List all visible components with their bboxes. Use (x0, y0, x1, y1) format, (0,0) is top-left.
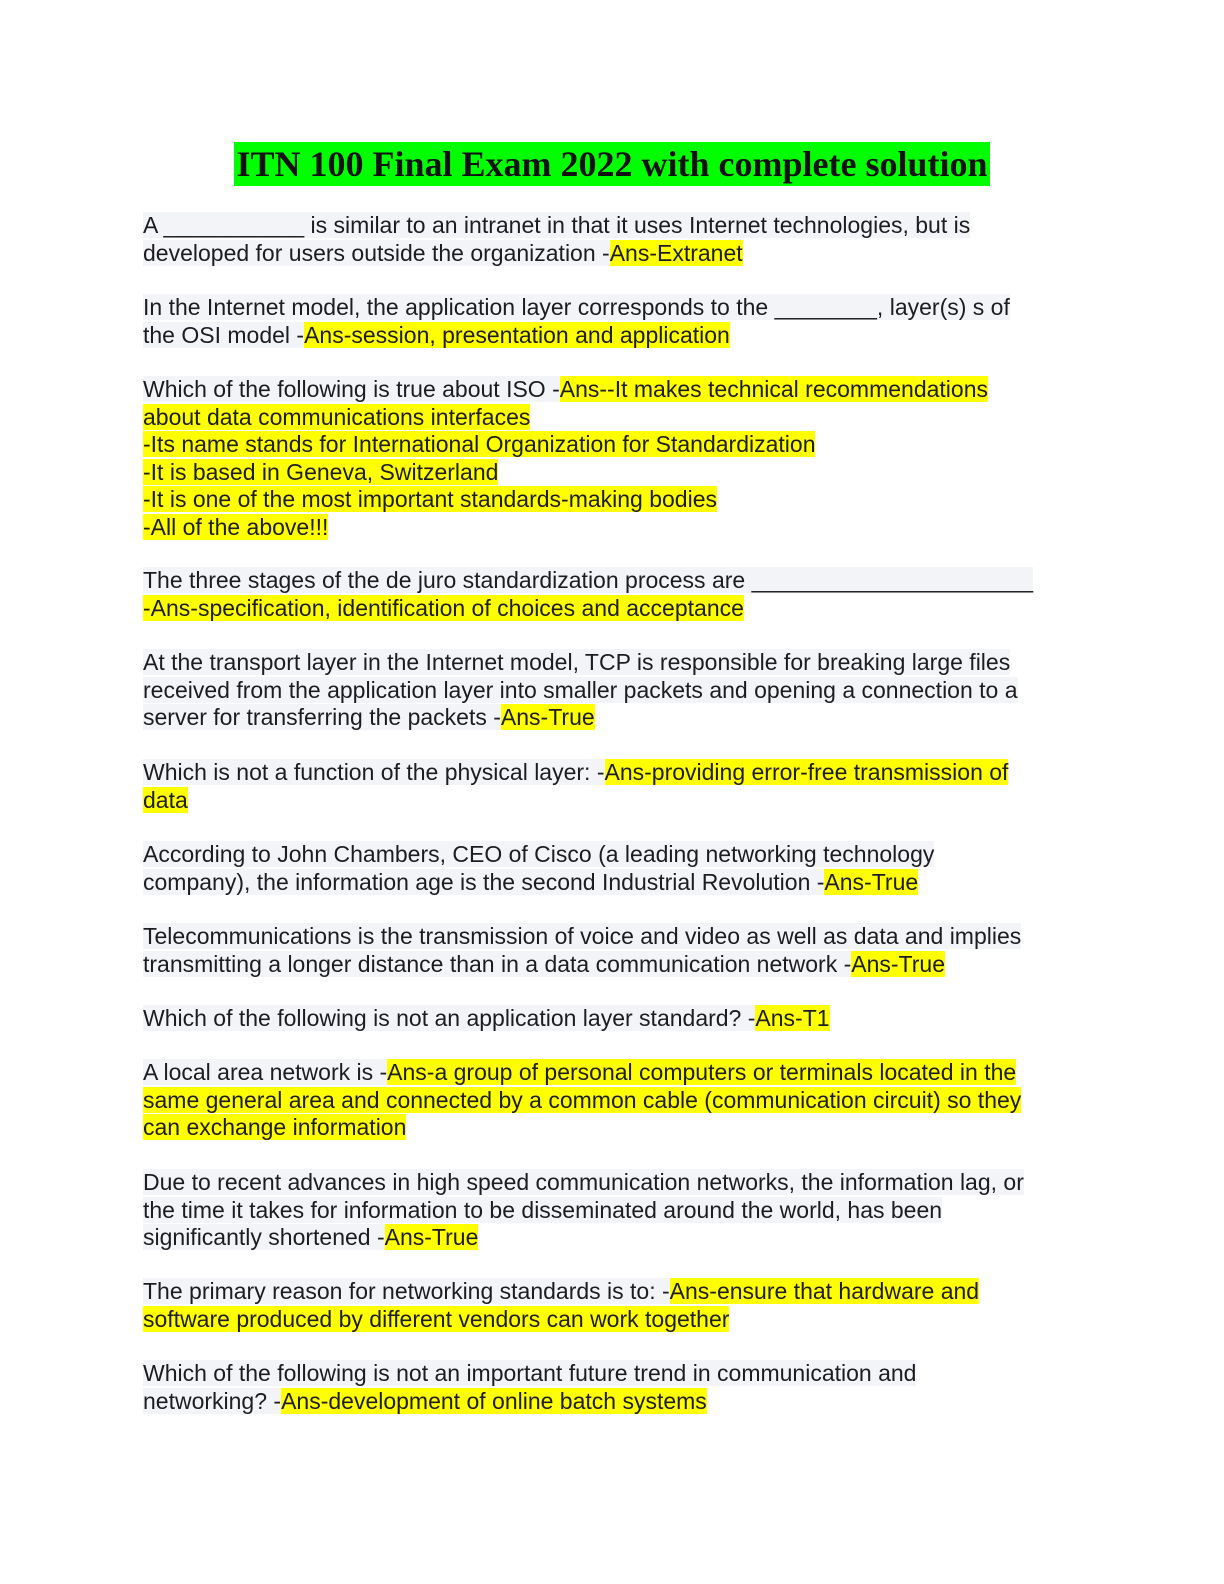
answer-text: software produced by different vendors can work together (143, 1305, 730, 1332)
qa-line (143, 704, 1073, 732)
question-text: Which is not a function of the physical layer: - (143, 759, 605, 785)
answer-text: Ans-T1 (755, 1005, 830, 1031)
qa-line (143, 294, 1073, 322)
answer-text: Ans-True (824, 868, 919, 895)
qa-item (143, 1005, 1073, 1033)
question-text: company), the information age is the second Industrial Revolution - (143, 868, 825, 895)
qa-item (143, 1360, 1073, 1415)
question-text: Which of the following is not an application layer standard? - (143, 1005, 756, 1031)
answer-text: Ans-Extranet (609, 239, 743, 266)
qa-item (143, 1059, 1073, 1142)
qa-line (143, 841, 1073, 869)
qa-line (143, 787, 1073, 815)
question-text: server for transferring the packets - (143, 704, 501, 730)
qa-line (143, 486, 1073, 514)
qa-line (143, 1114, 1073, 1142)
question-text: transmitting a longer distance than in a data communication network - (143, 950, 852, 977)
qa-line (143, 240, 1073, 268)
qa-line (143, 322, 1073, 350)
qa-line (143, 595, 1073, 623)
qa-line (143, 869, 1073, 897)
answer-text: data (143, 786, 188, 813)
qa-line (143, 376, 1073, 404)
qa-line (143, 1197, 1073, 1225)
qa-item (143, 649, 1073, 732)
question-text: The three stages of the de juro standardization process are ______________________ (143, 567, 1033, 593)
qa-item (143, 1278, 1073, 1333)
question-text: The primary reason for networking standards is to: - (143, 1278, 670, 1304)
question-text: received from the application layer into smaller packets and opening a connection to a (143, 676, 1018, 703)
answer-text: -Its name stands for International Organization for Standardization (143, 431, 816, 457)
question-text: the time it takes for information to be disseminated around the world, has been (143, 1196, 943, 1223)
qa-item (143, 567, 1073, 622)
qa-line (143, 1360, 1073, 1388)
qa-item (143, 923, 1073, 978)
qa-item (143, 759, 1073, 814)
question-text: A local area network is - (143, 1059, 388, 1085)
qa-line (143, 1059, 1073, 1087)
qa-line (143, 514, 1073, 542)
qa-line (143, 404, 1073, 432)
answer-text: Ans-development of online batch systems (281, 1387, 707, 1414)
answer-text: -It is one of the most important standards-making bodies (143, 486, 718, 512)
qa-line (143, 1224, 1073, 1252)
answer-text: Ans-True (851, 950, 945, 977)
qa-line (143, 1306, 1073, 1334)
qa-line (143, 951, 1073, 979)
answer-text: Ans-True (500, 704, 595, 730)
qa-line (143, 1278, 1073, 1306)
qa-item (143, 212, 1073, 267)
answer-text: Ans-a group of personal computers or terminals located in the (387, 1059, 1017, 1085)
qa-line (143, 459, 1073, 487)
qa-item (143, 294, 1073, 349)
answer-text: Ans--It makes technical recommendations (559, 376, 988, 402)
question-text: Due to recent advances in high speed communication networks, the information lag, or (143, 1169, 1024, 1195)
qa-item (143, 841, 1073, 896)
question-text: Which of the following is not an important future trend in communication and (143, 1360, 917, 1386)
qa-item (143, 376, 1073, 541)
qa-line (143, 1005, 1073, 1033)
question-text: According to John Chambers, CEO of Cisco (a leading networking technology (143, 841, 935, 867)
qa-line (143, 649, 1073, 677)
qa-line (143, 212, 1073, 240)
answer-text: Ans-providing error-free transmission of (604, 759, 1009, 785)
qa-line (143, 759, 1073, 787)
answer-text: about data communications interfaces (143, 403, 531, 430)
question-text: In the Internet model, the application layer corresponds to the ________, layer(s) s of (143, 294, 1010, 320)
document-title: ITN 100 Final Exam 2022 with complete solution (236, 144, 988, 184)
answer-text: Ans-True (384, 1224, 479, 1250)
qa-line (143, 431, 1073, 459)
answer-text: -It is based in Geneva, Switzerland (143, 458, 499, 485)
question-text: At the transport layer in the Internet model, TCP is responsible for breaking large files (143, 649, 1011, 675)
qa-line (143, 1388, 1073, 1416)
answer-text: can exchange information (143, 1114, 407, 1140)
answer-text: Ans-session, presentation and application (304, 321, 730, 348)
qa-line (143, 567, 1073, 595)
question-text: networking? - (143, 1387, 282, 1414)
question-text: the OSI model - (143, 321, 305, 348)
answer-text: -Ans-specification, identification of choices and acceptance (143, 594, 744, 621)
question-text: Telecommunications is the transmission of voice and video as well as data and implies (143, 923, 1022, 949)
qa-line (143, 923, 1073, 951)
answer-text: -All of the above!!! (143, 513, 329, 540)
question-text: developed for users outside the organization - (143, 239, 610, 266)
question-text: Which of the following is true about ISO - (143, 376, 560, 402)
question-text: significantly shortened - (143, 1224, 385, 1250)
answer-text: same general area and connected by a common cable (communication circuit) so they (143, 1086, 1022, 1113)
title-container (0, 142, 1224, 186)
qa-line (143, 677, 1073, 705)
qa-line (143, 1169, 1073, 1197)
answer-text: Ans-ensure that hardware and (669, 1278, 980, 1304)
qa-item (143, 1169, 1073, 1252)
qa-line (143, 1087, 1073, 1115)
question-text: A ___________ is similar to an intranet in that it uses Internet technologies, but is (143, 212, 971, 238)
